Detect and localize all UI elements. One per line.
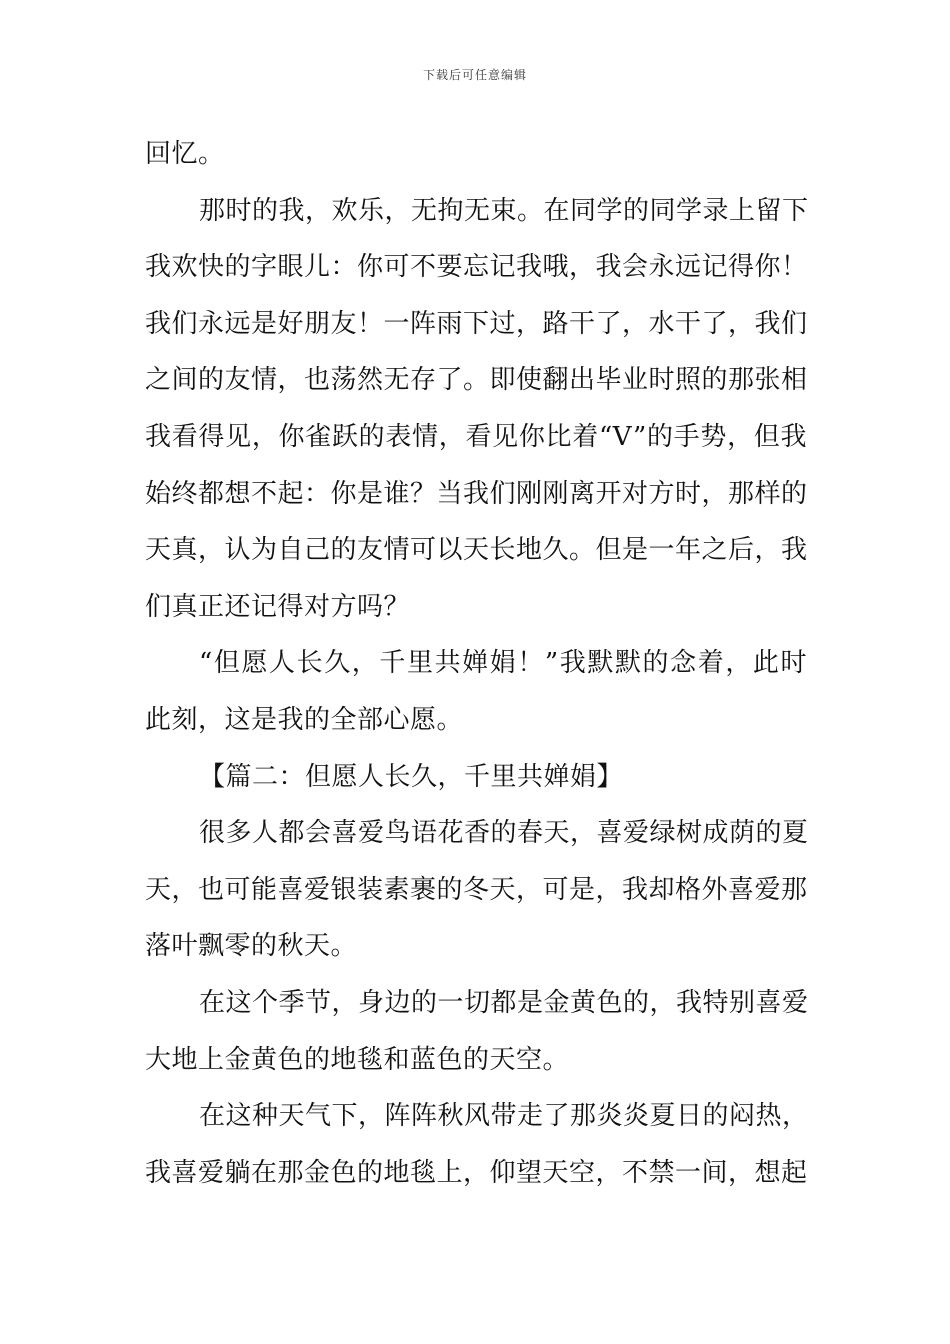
paragraph-first-line: 那时的我，欢乐，无拘无束。在同学的同学录上留下: [199, 195, 809, 226]
text-line: 回忆。: [145, 139, 225, 169]
text-line: 始终都想不起：你是谁？当我们刚刚离开对方时，那样的: [145, 478, 808, 509]
page-header-note: 下载后可任意编辑: [422, 68, 527, 82]
text-line: 我喜爱躺在那金色的地毯上，仰望天空，不禁一间，想起: [145, 1157, 808, 1188]
text-line: 大地上金黄色的地毯和蓝色的天空。: [145, 1044, 570, 1075]
paragraph-first-line: 很多人都会喜爱鸟语花香的春天，喜爱绿树成荫的夏: [199, 818, 809, 849]
paragraph-first-line: “但愿人长久，千里共婵娟！”我默默的念着，此时: [199, 648, 807, 679]
text-line: 我们永远是好朋友！一阵雨下过，路干了，水干了，我们: [145, 308, 808, 339]
paragraph-first-line: 在这种天气下，阵阵秋风带走了那炎炎夏日的闷热，: [199, 1101, 809, 1132]
text-line: 我欢快的字眼儿：你可不要忘记我哦，我会永远记得你！: [145, 252, 808, 283]
text-line: 此刻，这是我的全部心愿。: [145, 704, 464, 735]
text-line: 们真正还记得对方吗？: [145, 591, 411, 622]
section-heading: 【篇二：但愿人长久，千里共婵娟】: [199, 761, 624, 792]
text-line: 落叶飘零的秋天。: [145, 931, 358, 962]
document-body: [145, 126, 807, 1201]
text-line: 天，也可能喜爱银装素裹的冬天，可是，我却格外喜爱那: [145, 874, 808, 905]
paragraph-first-line: 在这个季节，身边的一切都是金黄色的，我特别喜爱: [199, 987, 809, 1018]
text-line: 天真，认为自己的友情可以天长地久。但是一年之后，我: [145, 535, 808, 566]
text-line: 之间的友情，也荡然无存了。即使翻出毕业时照的那张相: [145, 365, 808, 396]
text-line: 我看得见，你雀跃的表情，看见你比着“V”的手势，但我: [145, 421, 807, 452]
